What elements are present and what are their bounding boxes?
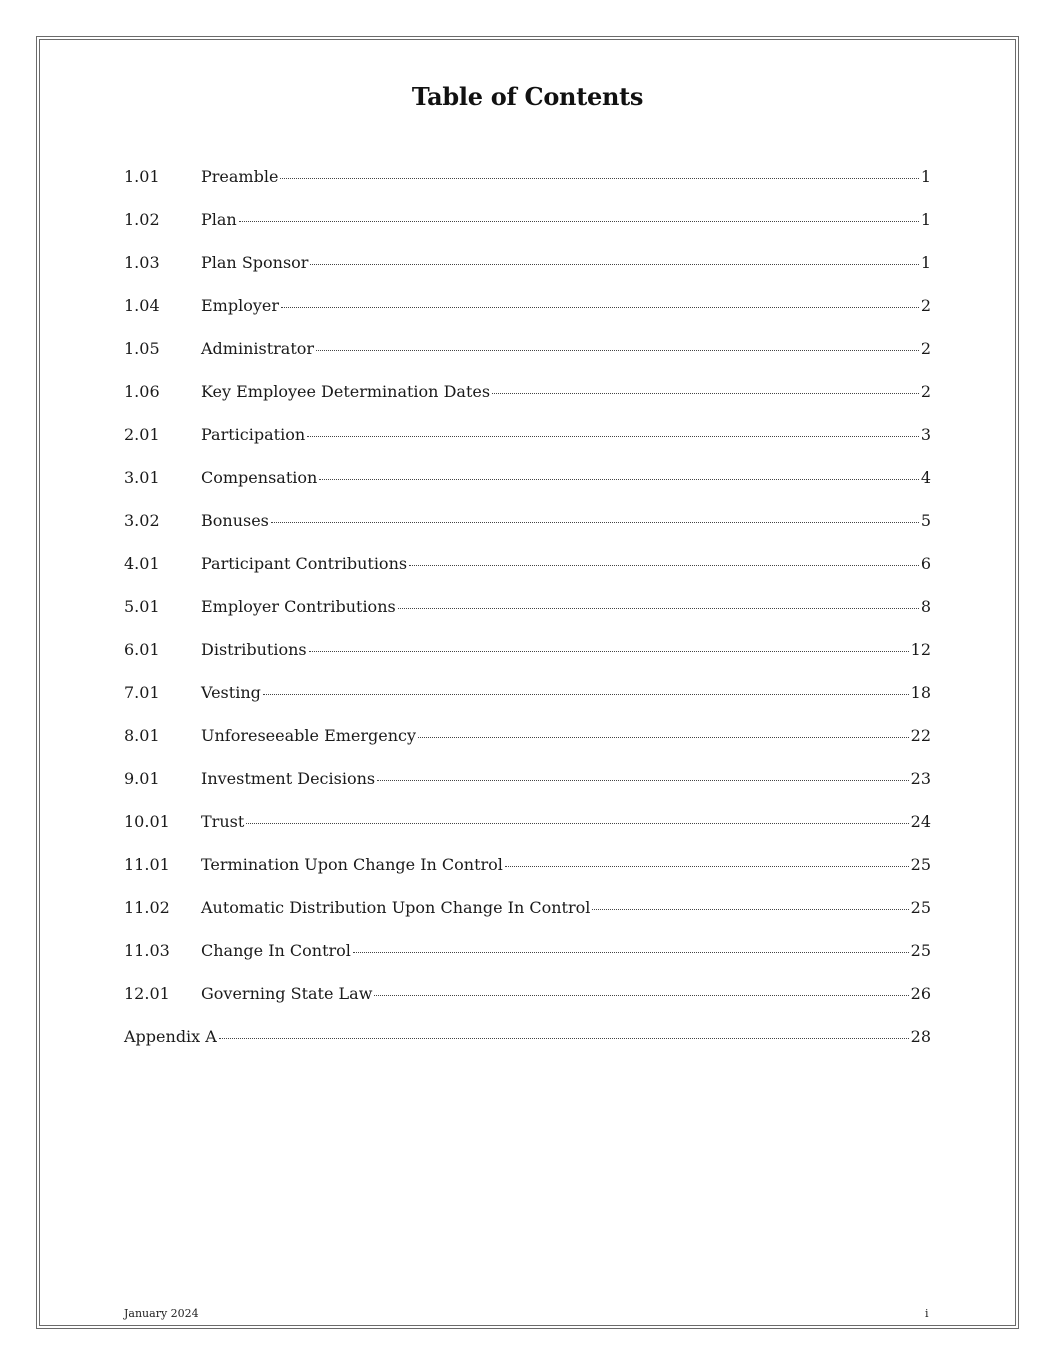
toc-entry-label: Administrator (201, 339, 315, 358)
toc-entry[interactable] (124, 895, 931, 938)
toc-entry-label: Plan Sponsor (201, 253, 309, 272)
toc-entry-number: 11.03 (124, 941, 170, 960)
toc-entry[interactable] (124, 551, 931, 594)
toc-entry-page: 26 (910, 984, 931, 1003)
toc-entry-label: Governing State Law (201, 984, 373, 1003)
toc-dot-leader (592, 909, 908, 910)
page-title: Table of Contents (411, 82, 644, 111)
toc-entry-label: Employer Contributions (201, 597, 396, 616)
toc-entry-label: Key Employee Determination Dates (201, 382, 491, 401)
toc-dot-leader (398, 608, 919, 609)
toc-entry[interactable] (124, 293, 931, 336)
toc-dot-leader (374, 995, 908, 996)
toc-entry-number: 1.02 (124, 210, 160, 229)
toc-dot-leader (271, 522, 919, 523)
toc-entry[interactable] (124, 1024, 931, 1067)
toc-dot-leader (281, 307, 919, 308)
toc-entry-label: Preamble (201, 167, 279, 186)
toc-dot-leader (409, 565, 919, 566)
toc-entry-page: 22 (910, 726, 931, 745)
toc-entry-number: 1.01 (124, 167, 160, 186)
toc-entry[interactable] (124, 465, 931, 508)
toc-entry[interactable] (124, 164, 931, 207)
toc-entry-label: Plan (201, 210, 237, 229)
toc-entry-page: 4 (920, 468, 931, 487)
toc-dot-leader (418, 737, 909, 738)
toc-entry-page: 3 (920, 425, 931, 444)
toc-entry-page: 24 (910, 812, 931, 831)
toc-entry[interactable] (124, 379, 931, 422)
toc-entry[interactable] (124, 594, 931, 637)
toc-entry-number: 1.06 (124, 382, 160, 401)
toc-entry-page: 28 (910, 1027, 931, 1046)
toc-entry-label: Participant Contributions (201, 554, 408, 573)
toc-entry-number: 6.01 (124, 640, 160, 659)
toc-entry-label: Change In Control (201, 941, 351, 960)
toc-dot-leader (280, 178, 918, 179)
toc-entry-page: 25 (910, 898, 931, 917)
toc-entry-label: Trust (201, 812, 245, 831)
toc-entry[interactable] (124, 766, 931, 809)
toc-entry-label: Participation (201, 425, 306, 444)
toc-entry-page: 8 (920, 597, 931, 616)
toc-entry-page: 23 (910, 769, 931, 788)
toc-entry-number: 3.02 (124, 511, 160, 530)
toc-entry-label: Unforeseeable Emergency (201, 726, 417, 745)
toc-entry[interactable] (124, 981, 931, 1024)
toc-dot-leader (505, 866, 909, 867)
toc-dot-leader (353, 952, 909, 953)
toc-entry-label: Employer (201, 296, 279, 315)
toc-entry-number: 8.01 (124, 726, 160, 745)
toc-entry-number: 1.04 (124, 296, 160, 315)
toc-entry-number: 2.01 (124, 425, 160, 444)
toc-entry-page: 25 (910, 941, 931, 960)
toc-dot-leader (316, 350, 919, 351)
toc-entry[interactable] (124, 809, 931, 852)
toc-entry-number: 1.05 (124, 339, 160, 358)
toc-entry-page: 18 (910, 683, 931, 702)
toc-entry-label: Automatic Distribution Upon Change In Control (201, 898, 591, 917)
toc-entry-page: 2 (920, 296, 931, 315)
toc-entry-page: 6 (920, 554, 931, 573)
toc-entry-number: 7.01 (124, 683, 160, 702)
toc-entry-label: Bonuses (201, 511, 269, 530)
toc-dot-leader (309, 651, 909, 652)
toc-dot-leader (377, 780, 909, 781)
toc-entry-page: 12 (910, 640, 931, 659)
toc-entry-label: Appendix A (124, 1027, 217, 1046)
toc-dot-leader (239, 221, 919, 222)
toc-entry-number: 12.01 (124, 984, 170, 1003)
toc-entry[interactable] (124, 422, 931, 465)
toc-entry[interactable] (124, 723, 931, 766)
toc-entry[interactable] (124, 680, 931, 723)
toc-entry-number: 4.01 (124, 554, 160, 573)
toc-list (124, 164, 931, 1067)
toc-dot-leader (263, 694, 909, 695)
toc-entry[interactable] (124, 336, 931, 379)
footer-page-number: i (925, 1307, 929, 1320)
toc-entry-label: Vesting (201, 683, 261, 702)
toc-entry-page: 1 (920, 253, 931, 272)
toc-dot-leader (319, 479, 919, 480)
toc-entry-page: 1 (920, 210, 931, 229)
toc-entry-number: 3.01 (124, 468, 160, 487)
toc-entry-label: Distributions (201, 640, 307, 659)
toc-entry-page: 25 (910, 855, 931, 874)
toc-dot-leader (310, 264, 918, 265)
toc-entry-page: 5 (920, 511, 931, 530)
toc-entry[interactable] (124, 852, 931, 895)
toc-entry-number: 11.02 (124, 898, 170, 917)
toc-entry-label: Investment Decisions (201, 769, 376, 788)
toc-entry-number: 5.01 (124, 597, 160, 616)
toc-dot-leader (246, 823, 908, 824)
toc-entry-label: Compensation (201, 468, 318, 487)
toc-entry-number: 1.03 (124, 253, 160, 272)
toc-entry-number: 9.01 (124, 769, 160, 788)
toc-entry-page: 2 (920, 339, 931, 358)
toc-entry[interactable] (124, 637, 931, 680)
toc-entry-page: 2 (920, 382, 931, 401)
toc-entry[interactable] (124, 207, 931, 250)
toc-entry-label: Termination Upon Change In Control (201, 855, 503, 874)
footer-date: January 2024 (124, 1307, 199, 1320)
toc-dot-leader (492, 393, 919, 394)
toc-dot-leader (219, 1038, 909, 1039)
toc-entry-number: 11.01 (124, 855, 170, 874)
toc-entry[interactable] (124, 938, 931, 981)
toc-entry[interactable] (124, 250, 931, 293)
toc-dot-leader (307, 436, 919, 437)
toc-entry-number: 10.01 (124, 812, 170, 831)
toc-entry-page: 1 (920, 167, 931, 186)
toc-entry[interactable] (124, 508, 931, 551)
